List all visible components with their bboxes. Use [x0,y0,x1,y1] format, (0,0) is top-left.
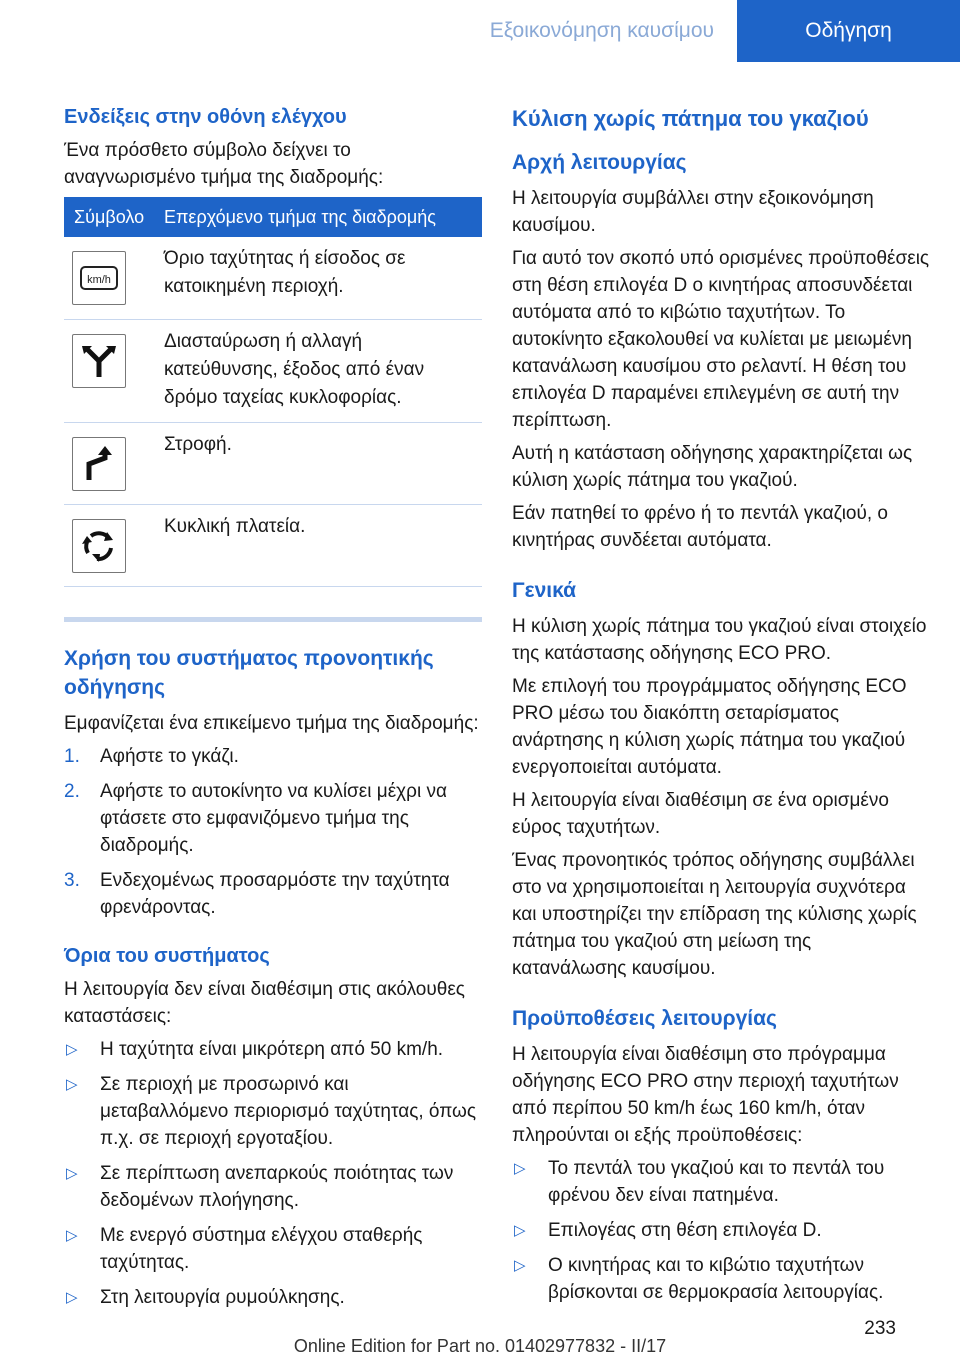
step-number: 3. [64,869,80,891]
paragraph-limits-intro: Η λειτουργία δεν είναι διαθέσιμη στις ακόλουθες καταστάσεις: [64,978,465,1027]
list-item-text: Στη λειτουργία ρυμούλκησης. [100,1286,345,1308]
paragraph: Εάν πατηθεί το φρένο ή το πεντάλ γκαζιού, ο κινητήρας συνδέεται αυτόματα. [512,503,888,551]
bullet-triangle-icon: ▷ [66,1075,78,1093]
list-item [64,1284,482,1311]
limits-list [64,1036,482,1311]
steps-list [64,743,482,921]
prereq-list [512,1155,930,1306]
page-number: 233 [864,1318,896,1339]
paragraph: Η κύλιση χωρίς πάτημα του γκαζιού είναι στοιχείο της κατάστασης οδήγησης ECO PRO. [512,616,927,664]
row-text: Όριο ταχύτητας ή είσοδος σε κατοικημένη περιοχή. [154,237,482,319]
step-text: Ενδεχομένως προσαρμόστε την ταχύτητα φρενάροντας. [100,869,450,918]
list-item-text: Επιλογέας στη θέση επιλογέα D. [548,1220,822,1241]
step-number: 2. [64,780,80,802]
row-text: Στροφή. [154,422,482,504]
header-section-title: Εξοικονόμηση καυσίμου [489,19,714,42]
table-row [64,319,482,422]
list-item [64,1036,482,1063]
list-item-text: Ο κινητήρας και το κιβώτιο ταχυτήτων βρίσκονται σε θερμοκρασία λειτουργίας. [548,1255,884,1303]
heading-general: Γενικά [512,579,577,602]
list-item [64,1160,482,1214]
list-item-text: Η ταχύτητα είναι μικρότερη από 50 km/h. [100,1038,444,1060]
list-item [512,1252,930,1306]
speed-limit-kmh-icon [72,251,126,305]
kmh-icon-text: km/h [87,274,111,286]
paragraph: Για αυτό τον σκοπό υπό ορισμένες προϋποθέσεις στη θέση επιλογέα D ο κινητήρας αποσυνδέεται αυτόματα από το κιβώτιο ταχυτήτων. Το αυτοκίνητο εξακολουθεί να κυλίεται με μειωμένη κατανάλωση καυσίμου στο ρελαντί. Η θέση του επιλογέα D παραμένει επιλεγμένη σε αυτή την περίπτωση. [512,248,930,431]
row-text: Διασταύρωση ή αλλαγή κατεύθυνσης, έξοδος από έναν δρόμο ταχείας κυκλοφορίας. [154,319,482,422]
list-item-text: Με ενεργό σύστημα ελέγχου σταθερής ταχύτητας. [100,1224,423,1273]
step-number: 1. [64,745,80,767]
junction-icon [72,334,126,388]
paragraph: Ένας προνοητικός τρόπος οδήγησης συμβάλλει στο να χρησιμοποιείται η λειτουργία συχνότερα και υποστηρίζει την επίδραση της κύλισης χωρίς πάτημα του γκαζιού στη μείωση της κατανάλωσης καυσίμου. [512,850,917,979]
table-row [64,504,482,586]
paragraph: Η λειτουργία είναι διαθέσιμη στο πρόγραμμα οδήγησης ECO PRO στην περιοχή ταχυτήτων από περίπου 50 km/h έως 160 km/h, όταν πληρούνται οι εξής προϋποθέσεις: [512,1044,899,1146]
heading-principle: Αρχή λειτουργίας [512,151,687,174]
step-text: Αφήστε το γκάζι. [100,745,239,767]
paragraph: Η λειτουργία συμβάλλει στην εξοικονόμηση καυσίμου. [512,188,874,236]
heading-coasting: Κύλιση χωρίς πάτημα του γκαζιού [512,106,869,131]
page-header [0,0,960,62]
header-chapter-tab: Οδήγηση [737,0,960,62]
left-column [64,104,482,1319]
list-item [512,1217,930,1244]
paragraph: Αυτή η κατάσταση οδήγησης χαρακτηρίζεται ως κύλιση χωρίς πάτημα του γκαζιού. [512,443,913,491]
bullet-triangle-icon: ▷ [66,1164,78,1182]
list-item-text: Το πεντάλ του γκαζιού και το πεντάλ του φρένου δεν είναι πατημένα. [548,1158,885,1206]
edition-footer: Online Edition for Part no. 01402977832 - II/17 [293,1336,667,1356]
bullet-triangle-icon: ▷ [66,1040,78,1058]
right-column [512,104,930,1314]
list-item [64,867,482,921]
list-item [64,778,482,859]
bullet-triangle-icon: ▷ [514,1160,526,1177]
paragraph: Η λειτουργία είναι διαθέσιμη σε ένα ορισμένο εύρος ταχυτήτων. [512,790,889,838]
bullet-triangle-icon: ▷ [514,1257,526,1274]
roundabout-icon [72,519,126,573]
paragraph: Με επιλογή του προγράμματος οδήγησης ECO PRO μέσω του διακόπτη σεταρίσματος ανάρτησης η κύλιση χωρίς πάτημα του γκαζιού ενεργοποιείται αυτόματα. [512,676,907,778]
symbol-table [64,197,482,587]
heading-predictive-use: Χρήση του συστήματος προνοητικής οδήγησης [64,646,434,699]
table-row [64,422,482,504]
step-text: Αφήστε το αυτοκίνητο να κυλίσει μέχρι να φτάσετε στο εμφανιζόμενο τμήμα της διαδρομής. [100,780,447,856]
turn-icon [72,437,126,491]
paragraph-upcoming-section: Εμφανίζεται ένα επικείμενο τμήμα της διαδρομής: [64,712,479,734]
bullet-triangle-icon: ▷ [66,1288,78,1306]
list-item-text: Σε περιοχή με προσωρινό και μεταβαλλόμενο περιορισμό ταχύτητας, όπως π.χ. σε περιοχή εργοταξίου. [100,1073,477,1149]
table-row [64,237,482,319]
table-header-section: Επερχόμενο τμήμα της διαδρομής [154,197,482,237]
bullet-triangle-icon: ▷ [66,1226,78,1244]
list-item [512,1155,930,1209]
row-text: Κυκλική πλατεία. [154,504,482,586]
heading-control-display: Ενδείξεις στην οθόνη ελέγχου [64,106,347,128]
list-item-text: Σε περίπτωση ανεπαρκούς ποιότητας των δεδομένων πλοήγησης. [100,1162,454,1211]
table-header-symbol: Σύμβολο [64,197,154,237]
heading-prerequisites: Προϋποθέσεις λειτουργίας [512,1007,777,1030]
heading-system-limits: Όρια του συστήματος [64,944,270,967]
bullet-triangle-icon: ▷ [514,1222,526,1239]
list-item [64,743,482,770]
list-item [64,1071,482,1152]
list-item [64,1222,482,1276]
table-end-rule [64,617,482,622]
intro-paragraph: Ένα πρόσθετο σύμβολο δείχνει το αναγνωρισμένο τμήμα της διαδρομής: [64,140,384,188]
